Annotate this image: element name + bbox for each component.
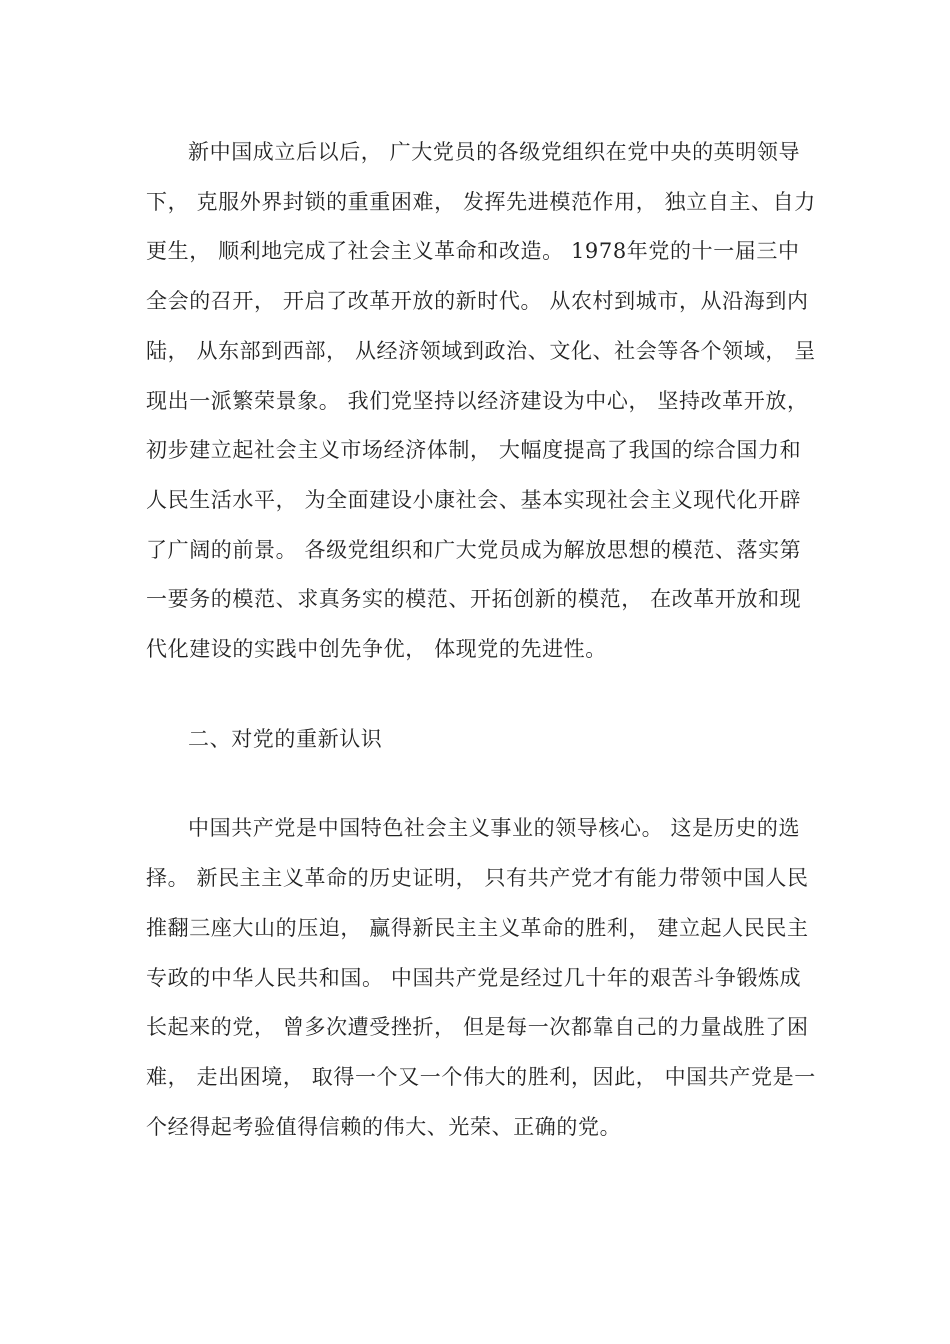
section-heading-reunderstanding-party: 二、对党的重新认识 — [188, 726, 383, 751]
paragraph-party-history: 新中国成立后以后， 广大党员的各级党组织在党中央的英明领导下， 克服外界封锁的重重困难， 发挥先进模范作用， 独立自主、自力更生， 顺利地完成了社会主义革命和改造。 1978年党的十一届三中全会的召开， 开启了改革开放的新时代。 从农村到城市，从沿海到内陆， 从东部到西部， 从经济领域到政治、文化、社会等各个领域， 呈现出一派繁荣景象。 我们党坚持以经济建设为中心， 坚持改革开放， 初步建立起社会主义市场经济体制， 大幅度提高了我国的综合国力和人民生活水平， 为全面建设小康社会、基本实现社会主义现代化开辟了广阔的前景。 各级党组织和广大党员成为解放思想的模范、落实第一要务的模范、求真务实的模范、开拓创新的模范， 在改革开放和现代化建设的实践中创先争优， 体现党的先进性。 — [146, 140, 816, 662]
document-body — [146, 128, 816, 1152]
paragraph-party-leadership-core: 中国共产党是中国特色社会主义事业的领导核心。 这是历史的选择。 新民主主义革命的历史证明， 只有共产党才有能力带领中国人民推翻三座大山的压迫， 赢得新民主主义革命的胜利， 建立起人民民主专政的中华人民共和国。 中国共产党是经过几十年的艰苦斗争锻炼成长起来的党， 曾多次遭受挫折， 但是每一次都靠自己的力量战胜了困难， 走出困境， 取得一个又一个伟大的胜利，因此， 中国共产党是一个经得起考验值得信赖的伟大、光荣、正确的党。 — [146, 816, 816, 1139]
